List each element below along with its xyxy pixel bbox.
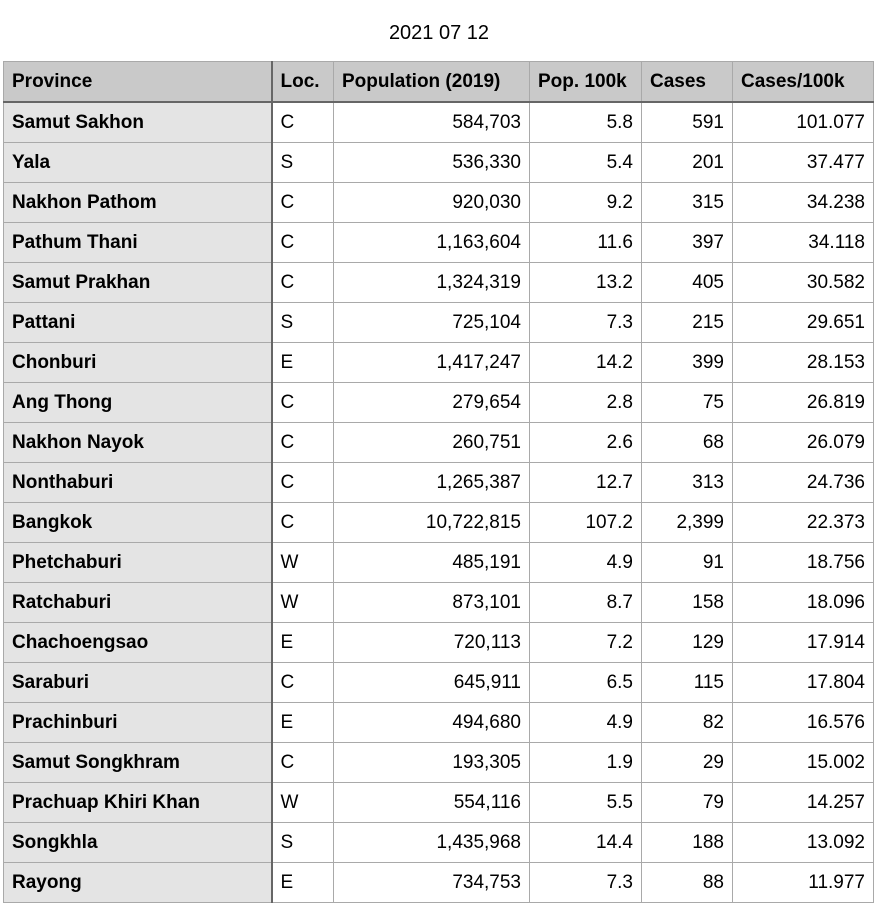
cell-province: Chonburi (4, 343, 272, 383)
cell-population: 584,703 (334, 102, 530, 143)
cell-cases: 591 (642, 102, 733, 143)
cell-pop-100k: 11.6 (530, 223, 642, 263)
cell-pop-100k: 5.8 (530, 102, 642, 143)
cell-cases-per-100k: 26.819 (733, 383, 874, 423)
cell-province: Ang Thong (4, 383, 272, 423)
cell-loc: C (272, 383, 334, 423)
cell-pop-100k: 1.9 (530, 743, 642, 783)
cell-population: 1,417,247 (334, 343, 530, 383)
table-row (4, 543, 874, 583)
table-row (4, 583, 874, 623)
cell-province: Bangkok (4, 503, 272, 543)
cell-province: Pattani (4, 303, 272, 343)
cell-province: Samut Prakhan (4, 263, 272, 303)
cell-cases-per-100k: 30.582 (733, 263, 874, 303)
cell-population: 536,330 (334, 143, 530, 183)
cell-loc: S (272, 143, 334, 183)
cell-cases-per-100k: 17.914 (733, 623, 874, 663)
cell-cases-per-100k: 101.077 (733, 102, 874, 143)
cell-cases: 29 (642, 743, 733, 783)
cell-population: 725,104 (334, 303, 530, 343)
cell-province: Saraburi (4, 663, 272, 703)
table-row (4, 183, 874, 223)
cell-population: 1,435,968 (334, 823, 530, 863)
cell-province: Chachoengsao (4, 623, 272, 663)
cell-cases: 215 (642, 303, 733, 343)
cell-loc: E (272, 623, 334, 663)
cell-cases: 158 (642, 583, 733, 623)
cell-population: 720,113 (334, 623, 530, 663)
cell-population: 10,722,815 (334, 503, 530, 543)
cell-cases: 75 (642, 383, 733, 423)
cell-population: 485,191 (334, 543, 530, 583)
cell-cases-per-100k: 18.756 (733, 543, 874, 583)
header-cases: Cases (642, 62, 733, 103)
cell-cases-per-100k: 17.804 (733, 663, 874, 703)
cell-cases-per-100k: 34.118 (733, 223, 874, 263)
cell-cases: 2,399 (642, 503, 733, 543)
cell-cases-per-100k: 16.576 (733, 703, 874, 743)
cell-cases-per-100k: 14.257 (733, 783, 874, 823)
cell-pop-100k: 7.3 (530, 863, 642, 903)
cell-cases-per-100k: 13.092 (733, 823, 874, 863)
cell-cases: 82 (642, 703, 733, 743)
header-row (4, 62, 874, 103)
cell-population: 494,680 (334, 703, 530, 743)
cell-population: 193,305 (334, 743, 530, 783)
table-row (4, 143, 874, 183)
cell-loc: E (272, 863, 334, 903)
cell-cases-per-100k: 24.736 (733, 463, 874, 503)
cell-province: Samut Sakhon (4, 102, 272, 143)
table-row (4, 503, 874, 543)
header-cases-per-100k: Cases/100k (733, 62, 874, 103)
cell-cases: 88 (642, 863, 733, 903)
cell-loc: E (272, 343, 334, 383)
table-row (4, 783, 874, 823)
table-row (4, 102, 874, 143)
cell-province: Ratchaburi (4, 583, 272, 623)
cell-population: 920,030 (334, 183, 530, 223)
cell-cases: 397 (642, 223, 733, 263)
cell-cases-per-100k: 22.373 (733, 503, 874, 543)
header-province: Province (4, 62, 272, 103)
cell-pop-100k: 2.6 (530, 423, 642, 463)
cell-province: Prachuap Khiri Khan (4, 783, 272, 823)
cell-loc: C (272, 463, 334, 503)
cell-loc: W (272, 783, 334, 823)
cell-cases: 315 (642, 183, 733, 223)
cell-pop-100k: 14.2 (530, 343, 642, 383)
cell-loc: C (272, 743, 334, 783)
cell-pop-100k: 5.4 (530, 143, 642, 183)
cell-population: 1,265,387 (334, 463, 530, 503)
cell-pop-100k: 6.5 (530, 663, 642, 703)
header-population: Population (2019) (334, 62, 530, 103)
cell-cases: 405 (642, 263, 733, 303)
cell-cases-per-100k: 15.002 (733, 743, 874, 783)
cell-pop-100k: 2.8 (530, 383, 642, 423)
cell-population: 554,116 (334, 783, 530, 823)
cell-loc: W (272, 543, 334, 583)
cell-province: Songkhla (4, 823, 272, 863)
table-row (4, 223, 874, 263)
cell-loc: E (272, 703, 334, 743)
cell-pop-100k: 5.5 (530, 783, 642, 823)
cell-population: 645,911 (334, 663, 530, 703)
table-row (4, 383, 874, 423)
cell-cases: 399 (642, 343, 733, 383)
cell-loc: C (272, 423, 334, 463)
cell-province: Yala (4, 143, 272, 183)
table-row (4, 463, 874, 503)
cell-cases: 313 (642, 463, 733, 503)
cell-province: Phetchaburi (4, 543, 272, 583)
table-row (4, 823, 874, 863)
cell-province: Prachinburi (4, 703, 272, 743)
cell-population: 734,753 (334, 863, 530, 903)
cell-loc: C (272, 503, 334, 543)
cell-loc: C (272, 183, 334, 223)
cell-pop-100k: 4.9 (530, 703, 642, 743)
page-title: 2021 07 12 (388, 22, 490, 44)
table-body (4, 102, 874, 903)
cell-cases: 68 (642, 423, 733, 463)
cell-province: Pathum Thani (4, 223, 272, 263)
cell-province: Samut Songkhram (4, 743, 272, 783)
table-row (4, 423, 874, 463)
cell-pop-100k: 4.9 (530, 543, 642, 583)
cell-loc: C (272, 663, 334, 703)
cell-pop-100k: 107.2 (530, 503, 642, 543)
table-row (4, 663, 874, 703)
cell-pop-100k: 8.7 (530, 583, 642, 623)
cell-cases: 79 (642, 783, 733, 823)
table-row (4, 343, 874, 383)
cell-cases-per-100k: 29.651 (733, 303, 874, 343)
table-row (4, 623, 874, 663)
covid-cases-table (3, 61, 874, 903)
table-row (4, 703, 874, 743)
cell-population: 279,654 (334, 383, 530, 423)
cell-pop-100k: 9.2 (530, 183, 642, 223)
cell-pop-100k: 7.2 (530, 623, 642, 663)
cell-cases: 129 (642, 623, 733, 663)
cell-province: Nonthaburi (4, 463, 272, 503)
table-row (4, 743, 874, 783)
cell-cases-per-100k: 34.238 (733, 183, 874, 223)
cell-pop-100k: 12.7 (530, 463, 642, 503)
cell-cases: 115 (642, 663, 733, 703)
cell-cases-per-100k: 26.079 (733, 423, 874, 463)
cell-loc: C (272, 263, 334, 303)
cell-cases: 91 (642, 543, 733, 583)
cell-cases-per-100k: 18.096 (733, 583, 874, 623)
cell-cases-per-100k: 37.477 (733, 143, 874, 183)
table-row (4, 863, 874, 903)
table-row (4, 263, 874, 303)
header-pop-100k: Pop. 100k (530, 62, 642, 103)
cell-loc: C (272, 223, 334, 263)
cell-loc: S (272, 823, 334, 863)
cell-loc: S (272, 303, 334, 343)
cell-province: Rayong (4, 863, 272, 903)
cell-cases: 201 (642, 143, 733, 183)
cell-province: Nakhon Nayok (4, 423, 272, 463)
cell-pop-100k: 13.2 (530, 263, 642, 303)
header-loc: Loc. (272, 62, 334, 103)
cell-pop-100k: 14.4 (530, 823, 642, 863)
cell-population: 260,751 (334, 423, 530, 463)
cell-population: 873,101 (334, 583, 530, 623)
cell-cases-per-100k: 11.977 (733, 863, 874, 903)
cell-population: 1,324,319 (334, 263, 530, 303)
cell-province: Nakhon Pathom (4, 183, 272, 223)
cell-loc: W (272, 583, 334, 623)
cell-pop-100k: 7.3 (530, 303, 642, 343)
cell-loc: C (272, 102, 334, 143)
cell-cases-per-100k: 28.153 (733, 343, 874, 383)
table-row (4, 303, 874, 343)
cell-population: 1,163,604 (334, 223, 530, 263)
cell-cases: 188 (642, 823, 733, 863)
